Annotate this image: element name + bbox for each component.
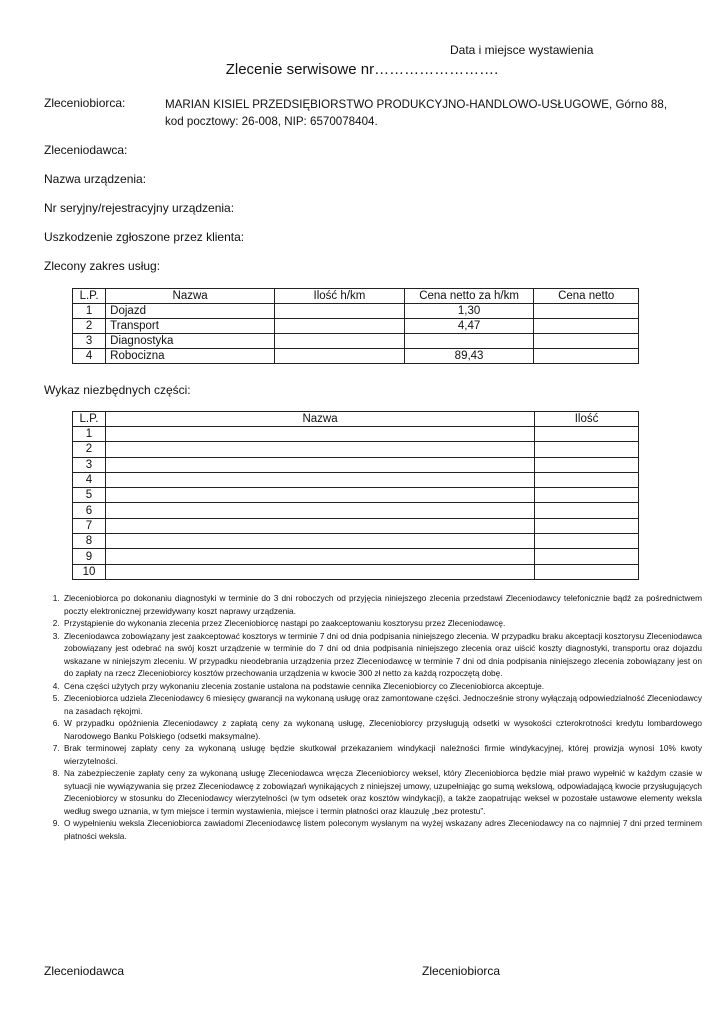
cell-qty[interactable] [535, 427, 639, 442]
col-header-lp: L.P. [73, 412, 106, 427]
cell-qty[interactable] [535, 442, 639, 457]
table-row [73, 534, 639, 549]
cell-qty[interactable] [535, 488, 639, 503]
term-item: 3. Zleceniodawca zobowiązany jest zaakceptować kosztorys w terminie 7 dni od dnia podpisania niniejszego zlecenia. W przypadku braku akceptacji kosztorysu Zleceniodawca zobowiązany jest odebrać na swój koszt urządzenie w terminie do 7 dni od dnia podpisania niniejszego zlecenia oraz uiścić koszty diagnostyki, transportu oraz dojazdu wskazane w niniejszym zleceniu. W przypadku nieodebrania urządzenia przez Zleceniodawcę w terminie 7 dni od dnia podpisania niniejszego zlecenia zobowiązany jest on do zapłaty na rzecz Zleceniobiorcy kosztów przechowania urządzenia w kwocie 300 zł netto za każdą rozpoczętą dobę. [62, 630, 702, 680]
cell-qty[interactable] [275, 319, 405, 334]
cell-price[interactable] [534, 304, 639, 319]
cell-unit-price: 4,47 [404, 319, 534, 334]
col-header-name: Nazwa [106, 289, 275, 304]
term-item: 8. Na zabezpieczenie zapłaty ceny za wykonaną usługę Zleceniodawca wręcza Zleceniobiorcy weksel, który Zleceniobiorca będzie miał prawo wypełnić w każdym czasie w sytuacji nie wywiązywania się przez Zleceniodawcę z zobowiązań wynikających z niniejszej umowy, uzupełniając go sumą wekslową, odpowiadającą kwocie przysługujących Zleceniobiorcy w stosunku do Zleceniodawcy wierzytelności (w tym odsetek oraz kosztów windykacji), a także zaopatrując weksel w pozostałe ustawowe elementy weksla według swego uznania, w tym miejsce i termin wystawienia, miejsce i termin płatności oraz klauzulę „bez protestu”. [62, 767, 702, 817]
parts-table [72, 411, 639, 580]
table-row [73, 503, 639, 518]
table-row [73, 304, 639, 319]
service-scope-label: Zlecony zakres usług: [44, 259, 161, 273]
term-item: 4. Cena części użytych przy wykonaniu zlecenia zostanie ustalona na podstawie cennika Zleceniobiorcy co Zleceniobiorca akceptuje. [62, 680, 702, 693]
cell-lp: 6 [73, 503, 106, 518]
cell-unit-price: 89,43 [404, 349, 534, 364]
col-header-qty: Ilość [535, 412, 639, 427]
cell-unit-price: 1,30 [404, 304, 534, 319]
table-row [73, 488, 639, 503]
serial-number-label: Nr seryjny/rejestracyjny urządzenia: [44, 201, 235, 215]
services-table [72, 288, 639, 364]
cell-name[interactable] [105, 442, 534, 457]
cell-price[interactable] [534, 349, 639, 364]
col-header-qty: Ilość h/km [275, 289, 405, 304]
term-item: 9. O wypełnieniu weksla Zleceniobiorca zawiadomi Zleceniodawcę listem poleconym wysłanym na wyżej wskazany adres Zleceniodawcy na co najmniej 7 dni przed terminem płatności weksla. [62, 817, 702, 842]
table-row [73, 472, 639, 487]
cell-qty[interactable] [535, 518, 639, 533]
parts-list-label: Wykaz niezbędnych części: [44, 383, 191, 397]
cell-qty[interactable] [535, 564, 639, 579]
cell-name[interactable] [105, 518, 534, 533]
cell-name[interactable] [105, 534, 534, 549]
damage-label: Uszkodzenie zgłoszone przez klienta: [44, 230, 245, 244]
table-row [73, 427, 639, 442]
col-header-lp: L.P. [73, 289, 106, 304]
term-item: 7. Brak terminowej zapłaty ceny za wykonaną usługę będzie skutkował przekazaniem windykacji należności firmie windykacyjnej, której prowizja wynosi 10% kwoty wierzytelności. [62, 742, 702, 767]
cell-name[interactable] [105, 564, 534, 579]
cell-lp: 2 [73, 442, 106, 457]
term-item: 1. Zleceniobiorca po dokonaniu diagnostyki w terminie do 3 dni roboczych od przyjęcia niniejszego zlecenia przedstawi Zleceniodawcy telefonicznie bądź za pośrednictwem poczty elektronicznej przewidywany koszt naprawy urządzenia. [62, 592, 702, 617]
cell-name: Transport [106, 319, 275, 334]
cell-name[interactable] [105, 427, 534, 442]
cell-name[interactable] [105, 488, 534, 503]
table-row [73, 518, 639, 533]
services-header-row [73, 289, 639, 304]
signature-contractor: Zleceniobiorca [422, 964, 501, 978]
term-item: 2. Przystąpienie do wykonania zlecenia przez Zleceniobiorcę nastąpi po zaakceptowaniu kosztorysu przez Zleceniodawcę. [62, 617, 702, 630]
client-label: Zleceniodawca: [44, 143, 128, 157]
table-row [73, 319, 639, 334]
cell-name[interactable] [105, 457, 534, 472]
cell-name: Dojazd [106, 304, 275, 319]
cell-lp: 4 [73, 349, 106, 364]
cell-qty[interactable] [535, 534, 639, 549]
date-place-label: Data i miejsce wystawienia [450, 43, 594, 57]
cell-unit-price [404, 334, 534, 349]
term-item: 5. Zleceniobiorca udziela Zleceniodawcy 6 miesięcy gwarancji na wykonaną usługę oraz zamontowane części. Jednocześnie strony wyłączają odpowiedzialność Zleceniodawcy na zasadach rękojmi. [62, 692, 702, 717]
cell-name: Robocizna [106, 349, 275, 364]
table-row [73, 349, 639, 364]
table-row [73, 334, 639, 349]
col-header-unit-price: Cena netto za h/km [404, 289, 534, 304]
table-row [73, 442, 639, 457]
table-row [73, 457, 639, 472]
cell-lp: 2 [73, 319, 106, 334]
cell-price[interactable] [534, 319, 639, 334]
cell-lp: 4 [73, 472, 106, 487]
table-row [73, 549, 639, 564]
issuer-details: MARIAN KISIEL PRZEDSIĘBIORSTWO PRODUKCYJNO-HANDLOWO-USŁUGOWE, Górno 88, kod pocztowy: 26-008, NIP: 6570078404. [165, 98, 668, 128]
cell-name[interactable] [105, 472, 534, 487]
cell-name[interactable] [105, 503, 534, 518]
cell-lp: 3 [73, 457, 106, 472]
col-header-price: Cena netto [534, 289, 639, 304]
cell-lp: 10 [73, 564, 106, 579]
cell-name: Diagnostyka [106, 334, 275, 349]
cell-qty[interactable] [535, 503, 639, 518]
signature-client: Zleceniodawca [44, 964, 125, 978]
cell-lp: 1 [73, 304, 106, 319]
cell-lp: 3 [73, 334, 106, 349]
cell-lp: 7 [73, 518, 106, 533]
parts-header-row [73, 412, 639, 427]
cell-qty[interactable] [275, 304, 405, 319]
cell-lp: 1 [73, 427, 106, 442]
cell-price[interactable] [534, 334, 639, 349]
term-item: 6. W przypadku opóźnienia Zleceniodawcy z zapłatą ceny za wykonaną usługę, Zleceniobiorcy przysługują odsetki w wysokości czterokrotności kredytu lombardowego Narodowego Banku Polskiego (odsetki maksymalne). [62, 717, 702, 742]
cell-lp: 5 [73, 488, 106, 503]
cell-name[interactable] [105, 549, 534, 564]
terms-list [40, 592, 702, 842]
cell-qty[interactable] [275, 349, 405, 364]
cell-lp: 9 [73, 549, 106, 564]
device-name-label: Nazwa urządzenia: [44, 172, 147, 186]
table-row [73, 564, 639, 579]
col-header-name: Nazwa [105, 412, 534, 427]
cell-lp: 8 [73, 534, 106, 549]
page-title: Zlecenie serwisowe nr……………………. [225, 61, 499, 78]
cell-qty[interactable] [535, 549, 639, 564]
cell-qty[interactable] [535, 472, 639, 487]
cell-qty[interactable] [535, 457, 639, 472]
cell-qty[interactable] [275, 334, 405, 349]
issuer-label: Zleceniobiorca: [44, 96, 126, 110]
